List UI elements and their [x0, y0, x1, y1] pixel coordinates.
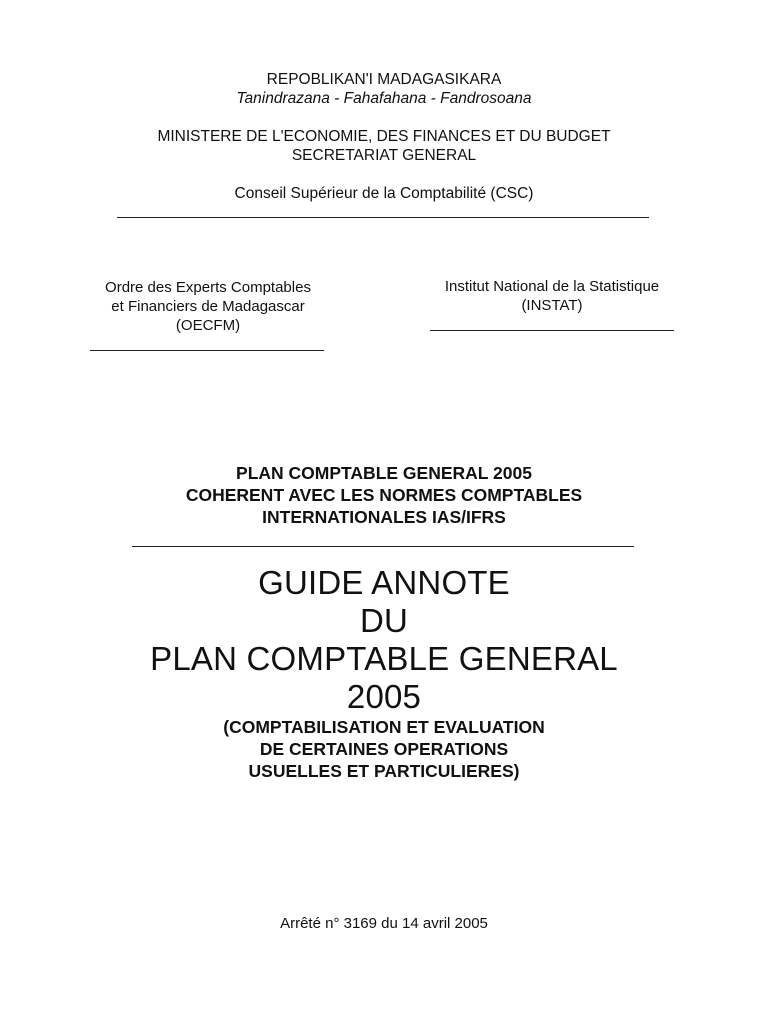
header-divider: [117, 217, 649, 218]
guide-title-line4: 2005: [346, 678, 422, 715]
org-oecfm-line1: Ordre des Experts Comptables: [105, 279, 311, 296]
national-motto: Tanindrazana - Fahafahana - Fandrosoana: [236, 90, 532, 107]
guide-title-block: [0, 564, 768, 716]
decree-reference: Arrêté n° 3169 du 14 avril 2005: [280, 915, 488, 932]
subtitle-block: [0, 716, 768, 782]
plan-title-line1: PLAN COMPTABLE GENERAL 2005: [236, 463, 532, 483]
org-oecfm: [70, 278, 346, 335]
org-oecfm-divider: [90, 350, 324, 351]
ministry-name: MINISTERE DE L'ECONOMIE, DES FINANCES ET DU BUDGET: [157, 128, 611, 145]
subtitle-line1: (COMPTABILISATION ET EVALUATION: [223, 717, 545, 737]
plan-title-line2: COHERENT AVEC LES NORMES COMPTABLES: [185, 485, 583, 505]
plan-title-divider: [132, 546, 634, 547]
org-instat-line2: (INSTAT): [521, 297, 583, 314]
guide-title-line1: GUIDE ANNOTE: [258, 564, 510, 601]
org-instat-line1: Institut National de la Statistique: [444, 278, 660, 295]
subtitle-line2: DE CERTAINES OPERATIONS: [259, 739, 509, 759]
org-oecfm-line3: (OECFM): [175, 317, 241, 334]
council-block: [0, 184, 768, 203]
subtitle-line3: USUELLES ET PARTICULIERES): [248, 761, 520, 781]
country-name: REPOBLIKAN'I MADAGASIKARA: [266, 71, 502, 88]
council-name: Conseil Supérieur de la Comptabilité (CSC): [234, 185, 534, 202]
org-instat-divider: [430, 330, 674, 331]
plan-title-line3: INTERNATIONALES IAS/IFRS: [262, 507, 506, 527]
secretariat-name: SECRETARIAT GENERAL: [291, 147, 477, 164]
guide-title-line3: PLAN COMPTABLE GENERAL: [150, 640, 618, 677]
org-oecfm-line2: et Financiers de Madagascar: [111, 298, 305, 315]
ministry-block: [0, 127, 768, 165]
org-instat: [412, 277, 692, 315]
guide-title-line2: DU: [359, 602, 409, 639]
plan-title-block: [0, 462, 768, 528]
document-header: [0, 70, 768, 108]
